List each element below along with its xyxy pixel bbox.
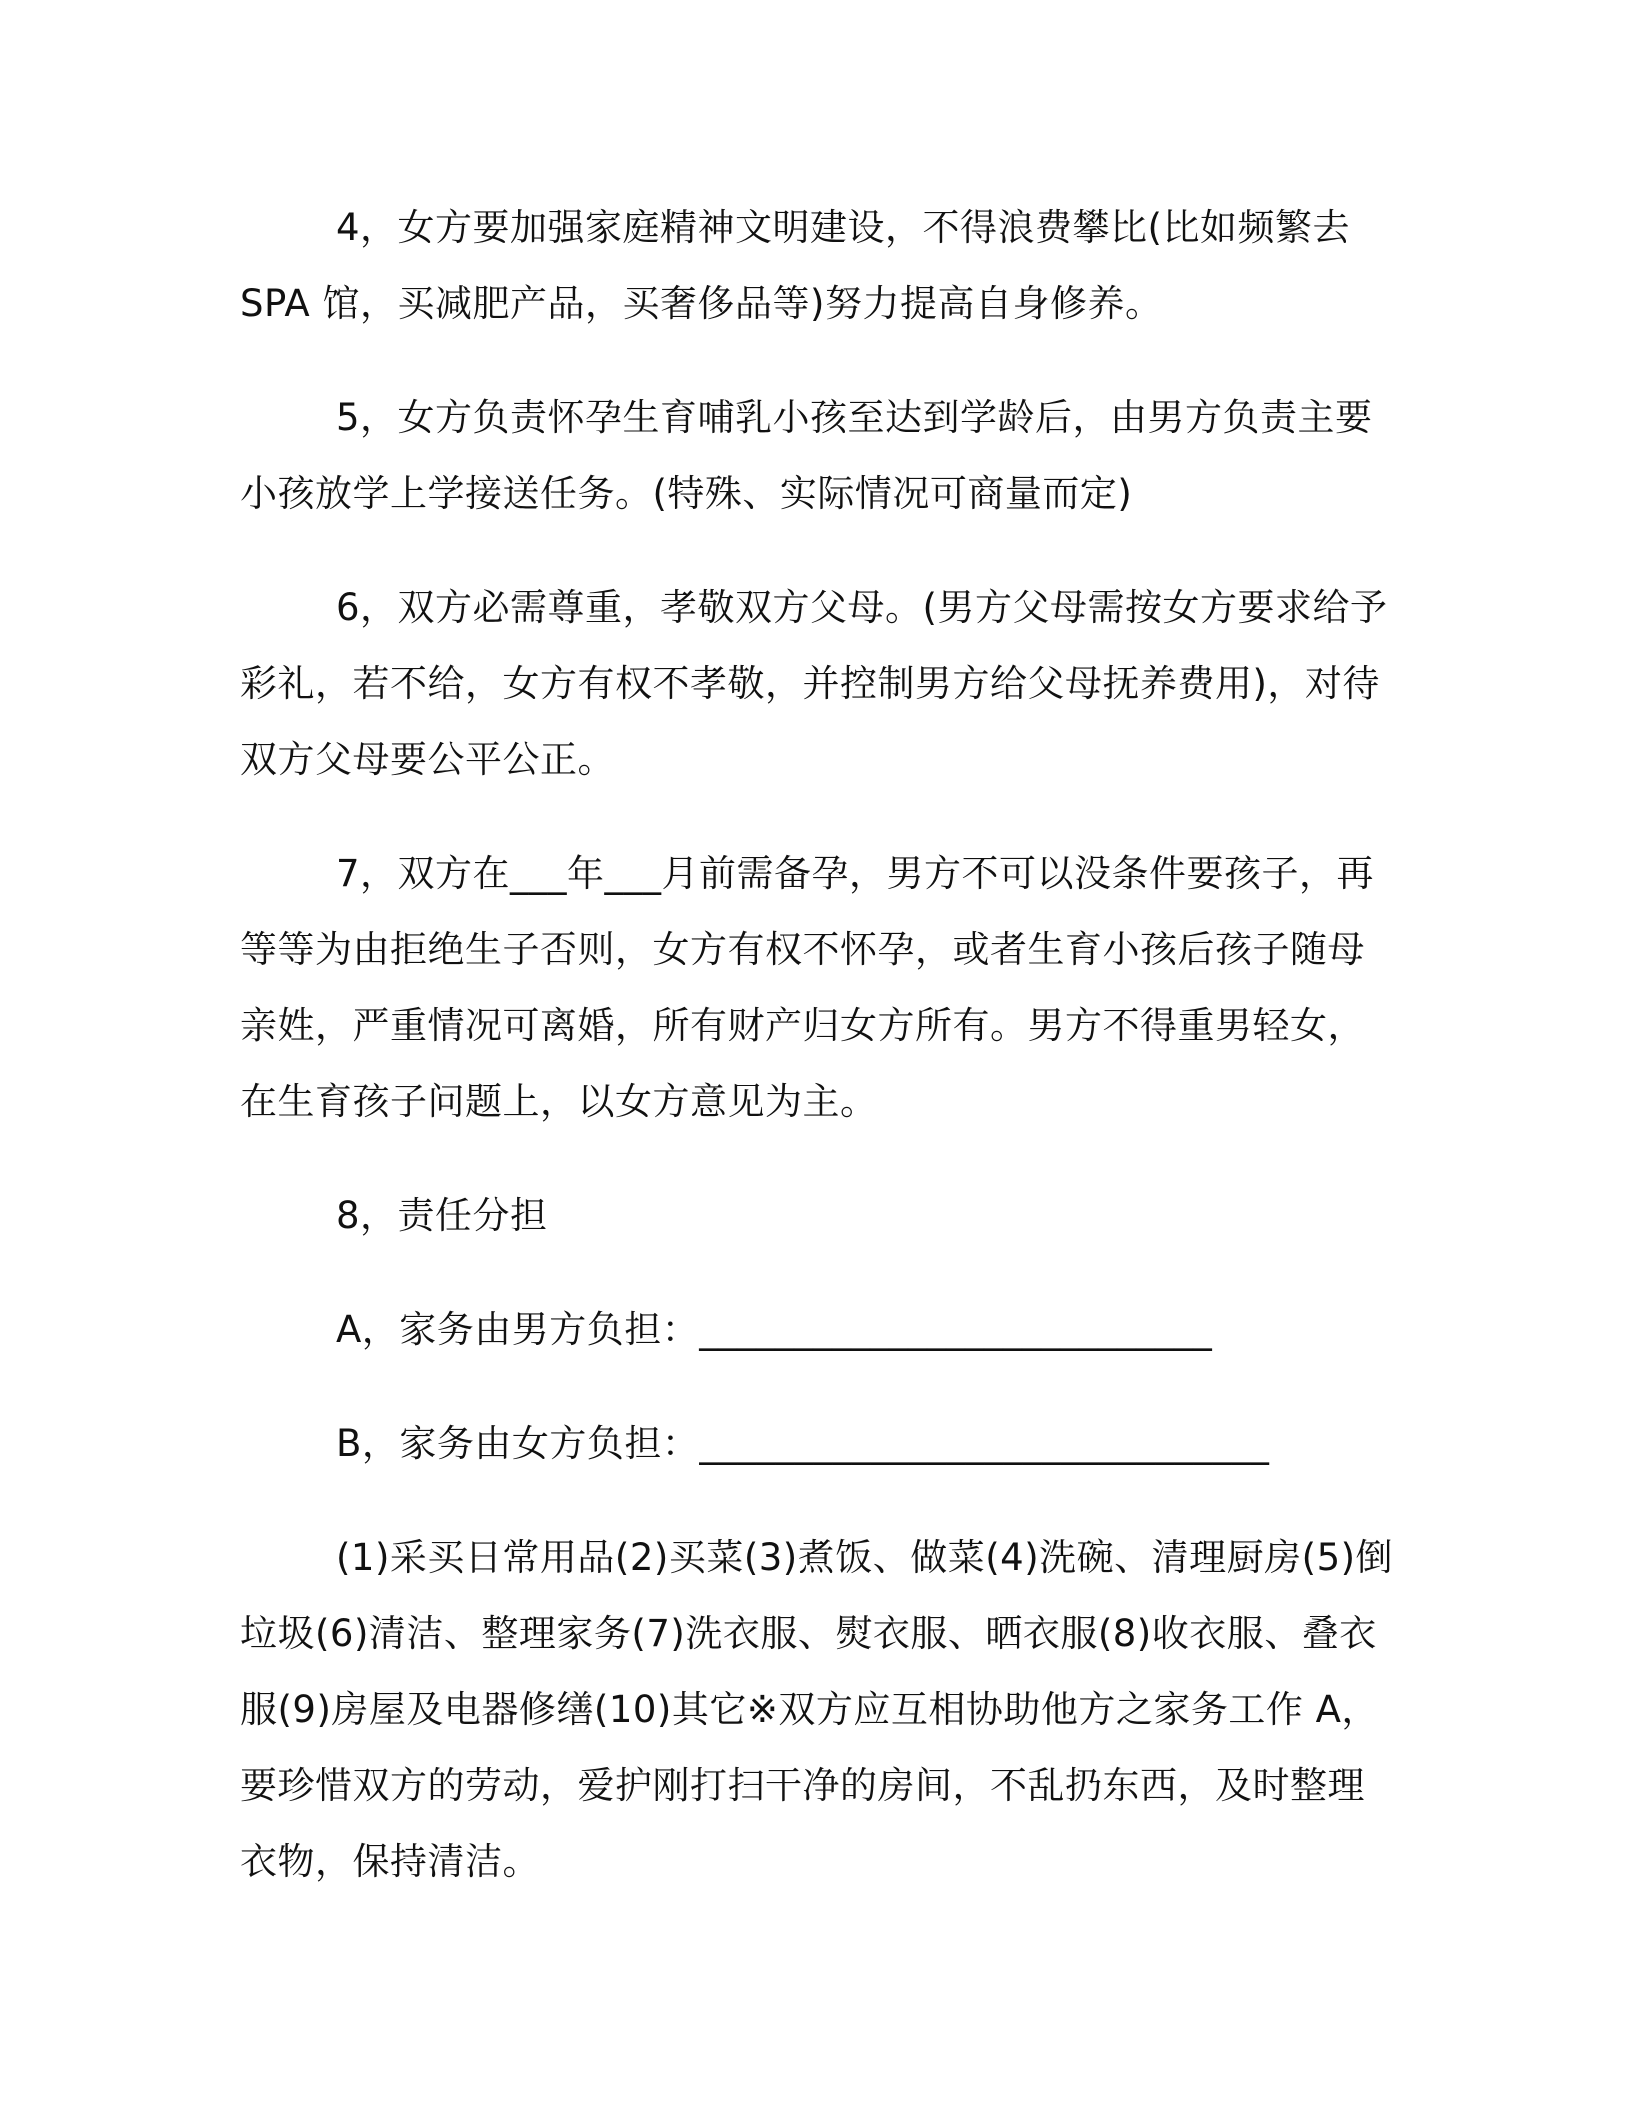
chores-list-paragraph: (1)采买日常用品(2)买菜(3)煮饭、做菜(4)洗碗、清理厨房(5)倒垃圾(6)清洁、整理家务(7)洗衣服、熨衣服、晒衣服(8)收衣服、叠衣服(9)房屋及电器修缮(10)其它※双方应互相协助他方之家务工作 A，要珍惜双方的劳动，爱护刚打扫干净的房间，不乱扔东西，及时整理衣物，保持清洁。 [240, 1536, 1394, 1883]
clause-6-paragraph: 6，双方必需尊重，孝敬双方父母。(男方父母需按女方要求给予彩礼，若不给，女方有权不孝敬，并控制男方给父母抚养费用)，对待双方父母要公平公正。 [240, 586, 1388, 781]
document-body [240, 190, 1400, 1938]
clause-8-heading: 8，责任分担 [336, 1194, 548, 1237]
clause-5-paragraph: 5，女方负责怀孕生育哺乳小孩至达到学龄后，由男方负责主要小孩放学上学接送任务。(特殊、实际情况可商量而定) [240, 396, 1373, 515]
clause-4-paragraph: 4，女方要加强家庭精神文明建设，不得浪费攀比(比如频繁去SPA 馆，买减肥产品，买奢侈品等)努力提高自身修养。 [240, 206, 1350, 325]
clause-7-paragraph: 7，双方在___年___月前需备孕，男方不可以没条件要孩子，再等等为由拒绝生子否则，女方有权不怀孕，或者生育小孩后孩子随母亲姓，严重情况可离婚，所有财产归女方所有。男方不得重男轻女，在生育孩子问题上，以女方意见为主。 [240, 852, 1375, 1123]
clause-8b-paragraph: B，家务由女方负担：______________________________ [336, 1422, 1270, 1465]
clause-8a-paragraph: A，家务由男方负担：___________________________ [336, 1308, 1213, 1351]
